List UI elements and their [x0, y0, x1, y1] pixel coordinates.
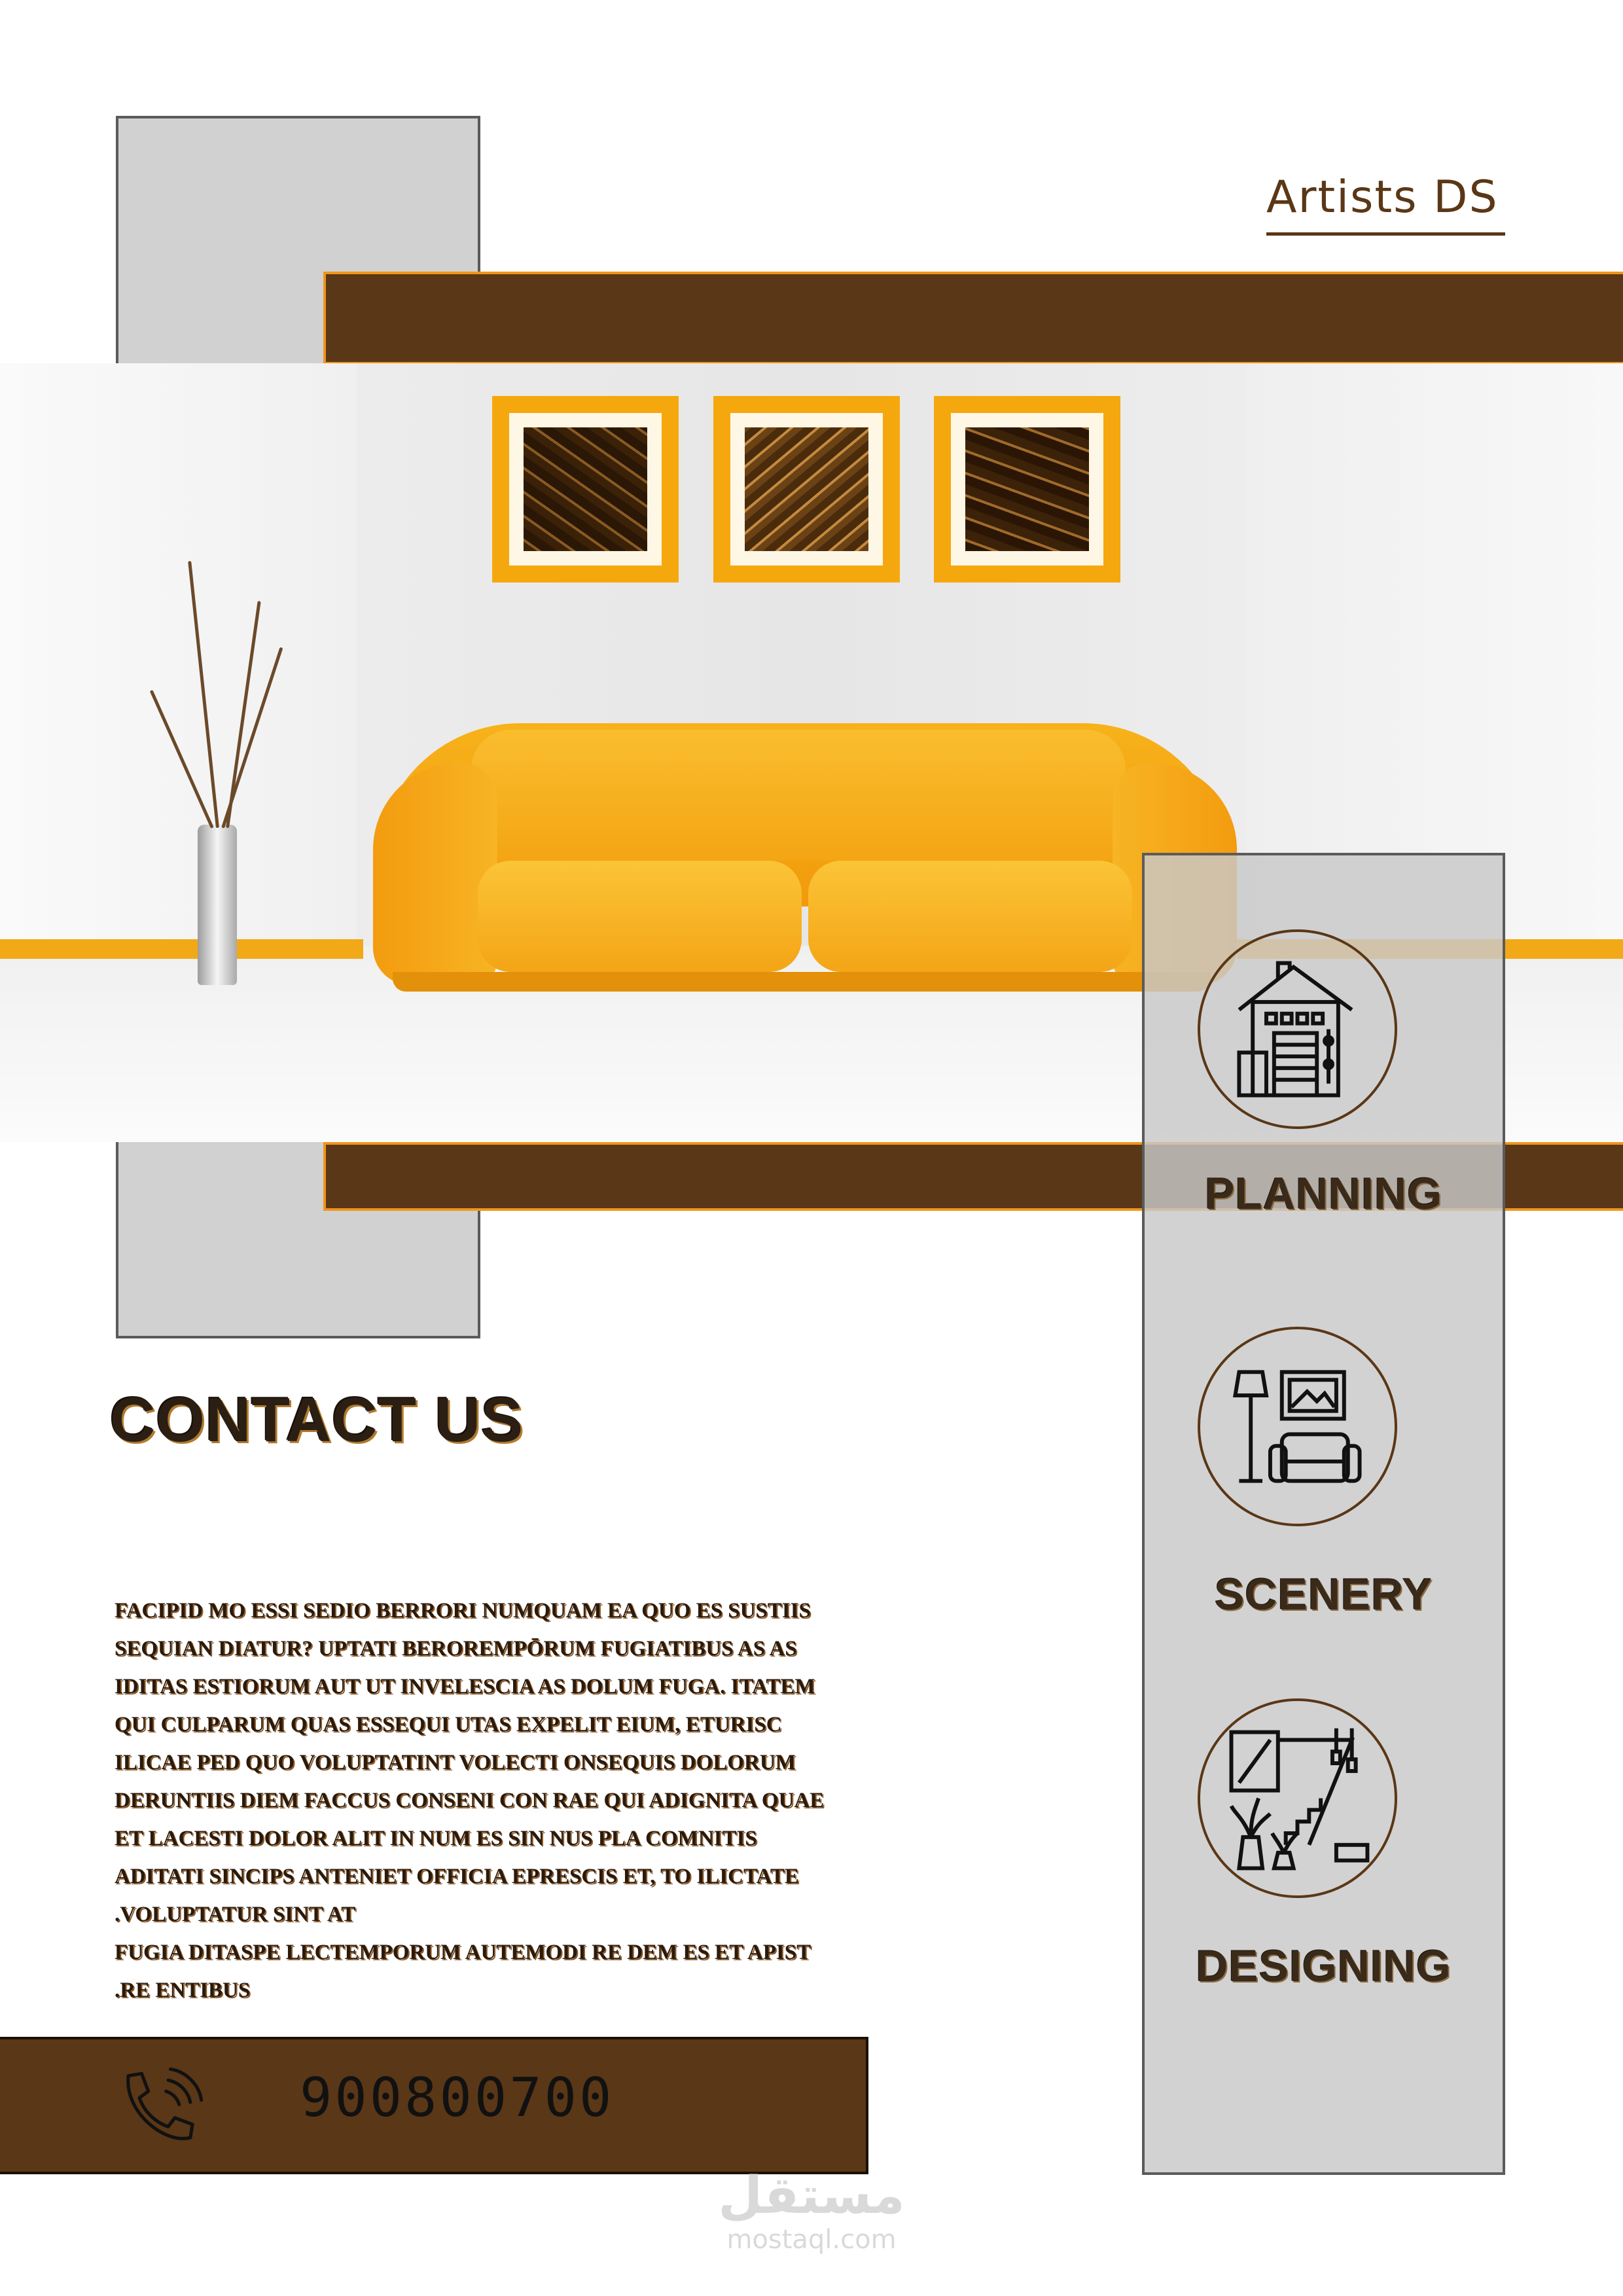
watermark-latin: mostaql.com [726, 2225, 897, 2255]
wall-art-frame-2 [713, 396, 900, 583]
body-line: IDITAS ESTIORUM AUT UT INVELESCIA AS DOLUM FUGA. ITATEM [115, 1675, 815, 1698]
sofa-cushion-right [808, 861, 1132, 972]
body-line: .VOLUPTATUR SINT AT [115, 1903, 356, 1926]
living-room-icon [1200, 1329, 1395, 1524]
body-line: FUGIA DITASPE LECTEMPORUM AUTEMODI RE DEM ES ET APIST [115, 1941, 812, 1964]
body-line: ET LACESTI DOLOR ALIT IN NUM ES SIN NUS PLA COMNITIS [115, 1827, 757, 1850]
planning-circle [1198, 929, 1397, 1129]
brand-name: Artists DS [1266, 171, 1499, 223]
body-line: ILICAE PED QUO VOLUPTATINT VOLECTI ONSEQUIS DOLORUM [115, 1751, 796, 1774]
sofa-base [393, 972, 1211, 992]
scenery-circle [1198, 1327, 1397, 1526]
sofa-back [471, 730, 1126, 861]
body-line: DERUNTIIS DIEM FACCUS CONSENI CON RAE QUI ADIGNITA QUAE [115, 1789, 825, 1812]
brand-underline [1266, 232, 1505, 236]
wall-art-frame-1 [492, 396, 679, 583]
phone-icon[interactable] [113, 2067, 224, 2149]
top-brown-bar [323, 272, 1623, 365]
body-line: SEQUIAN DIATUR? UPTATI BEROREMPŌRUM FUGIATIBUS AS AS [115, 1637, 797, 1660]
watermark-arabic: مستقل [718, 2166, 905, 2225]
contact-body-text [115, 1592, 887, 2009]
phone-number[interactable]: 900800700 [300, 2067, 615, 2129]
designing-circle [1198, 1698, 1397, 1898]
sofa-arm-left [373, 762, 497, 985]
vase [198, 825, 237, 985]
sofa-cushion-left [478, 861, 802, 972]
interior-design-icon [1200, 1701, 1395, 1895]
baseboard-left [0, 939, 363, 959]
wall-left [0, 363, 357, 952]
body-line: FACIPID MO ESSI SEDIO BERRORI NUMQUAM EA QUO ES SUSTIIS [115, 1599, 811, 1623]
body-line: QUI CULPARUM QUAS ESSEQUI UTAS EXPELIT EIUM, ETURISC [115, 1713, 782, 1736]
service-label-planning: PLANNING [1204, 1169, 1443, 1219]
body-line: ADITATI SINCIPS ANTENIET OFFICIA EPRESCIS ET, TO ILICTATE [115, 1865, 799, 1888]
watermark [713, 2166, 910, 2254]
wall-art-frame-3 [934, 396, 1120, 583]
service-label-scenery: SCENERY [1214, 1570, 1433, 1619]
house-plan-icon [1200, 932, 1395, 1126]
service-label-designing: DESIGNING [1196, 1941, 1452, 1991]
contact-title: CONTACT US [110, 1385, 524, 1455]
body-line: .RE ENTIBUS [115, 1979, 251, 2002]
